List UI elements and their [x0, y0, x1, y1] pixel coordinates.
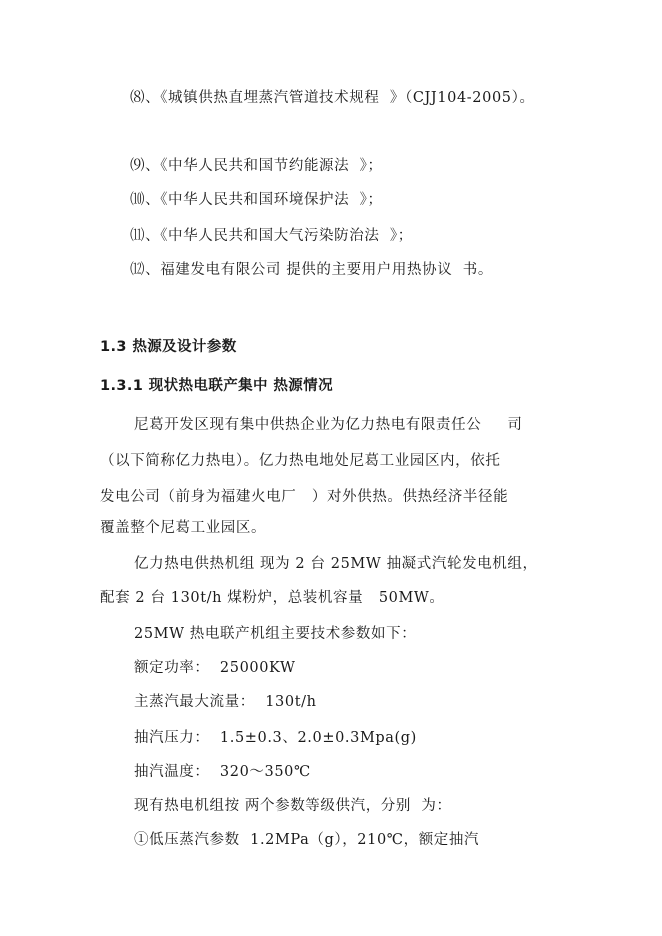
param-rated-power: 额定功率： 25000KW	[134, 660, 296, 676]
paragraph-line: 亿力热电供热机组 现为 2 台 25MW 抽凝式汽轮发电机组，	[134, 556, 538, 572]
reference-item-12: ⑿、福建发电有限公司 提供的主要用户用热协议 书。	[130, 262, 493, 278]
supply-item-low-pressure: ①低压蒸汽参数 1.2MPa（g），210℃，额定抽汽	[134, 832, 480, 848]
param-max-steam-flow: 主蒸汽最大流量： 130t/h	[134, 694, 317, 710]
paragraph-line: 配套 2 台 130t/h 煤粉炉，总装机容量 50MW。	[100, 590, 445, 606]
reference-item-9: ⑼、《中华人民共和国节约能源法 》；	[130, 158, 383, 174]
paragraph-line: 尼葛开发区现有集中供热企业为亿力热电有限责任公 司	[134, 417, 523, 433]
paragraph-line: 发电公司（前身为福建火电厂 ）对外供热。供热经济半径能	[100, 489, 509, 505]
param-extraction-pressure: 抽汽压力： 1.5±0.3、2.0±0.3Mpa(g)	[134, 730, 417, 746]
section-heading-1-3: 1.3 热源及设计参数	[100, 339, 237, 355]
paragraph-line: （以下简称亿力热电）。亿力热电地处尼葛工业园区内，依托	[100, 453, 501, 469]
reference-item-10: ⑽、《中华人民共和国环境保护法 》；	[130, 192, 383, 208]
section-heading-1-3-1: 1.3.1 现状热电联产集中 热源情况	[100, 378, 333, 394]
reference-item-11: ⑾、《中华人民共和国大气污染防治法 》；	[130, 228, 413, 244]
supply-intro: 现有热电机组按 两个参数等级供汽，分别 为：	[134, 798, 452, 814]
paragraph-line: 覆盖整个尼葛工业园区。	[100, 520, 267, 536]
params-intro: 25MW 热电联产机组主要技术参数如下：	[134, 626, 417, 642]
param-extraction-temperature: 抽汽温度： 320～350℃	[134, 764, 311, 780]
reference-item-8: ⑻、《城镇供热直埋蒸汽管道技术规程 》（CJJ104-2005）。	[130, 90, 535, 106]
